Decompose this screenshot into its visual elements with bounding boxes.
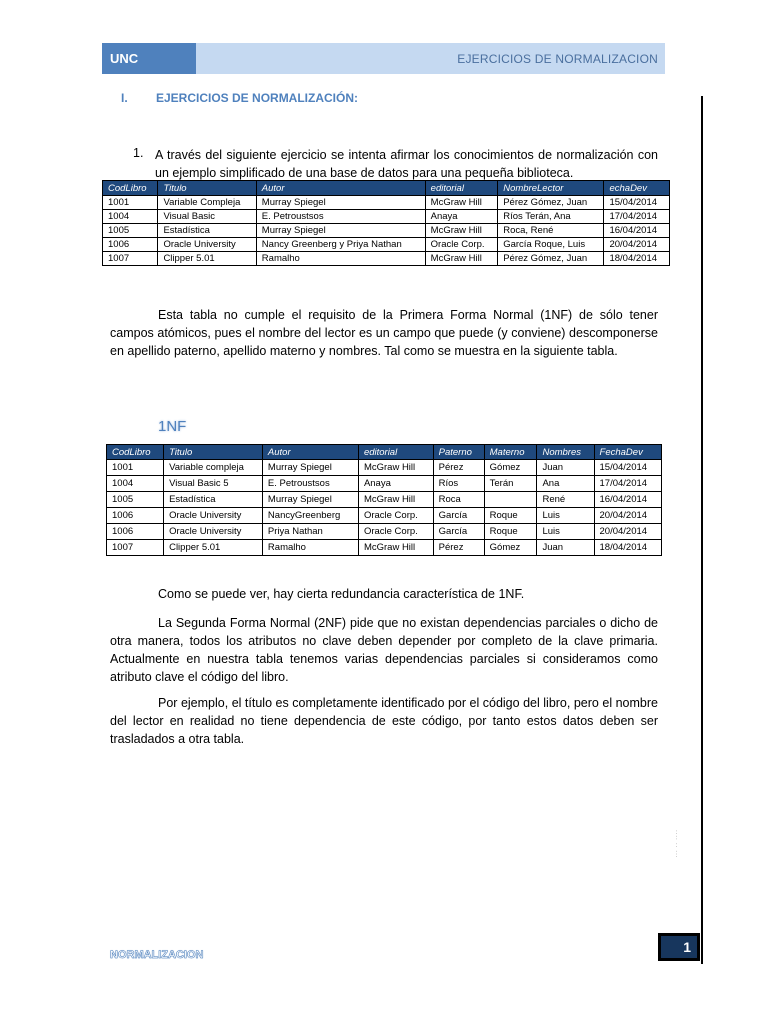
table-cell: Oracle Corp. [358,508,433,524]
paragraph-1nf-explanation: Esta tabla no cumple el requisito de la Primera Forma Normal (1NF) de sólo tener campos atómicos, pues el nombre del lector es un campo que puede (y conviene) descomponerse en apellido paterno, apellido materno y nombres. Tal como se muestra en la siguiente tabla. [110,308,658,358]
page-number: 1 [683,939,691,955]
table-cell: Juan [537,540,594,556]
column-header: Titulo [158,181,256,196]
table-cell: 18/04/2014 [604,252,670,266]
table-cell: 16/04/2014 [604,224,670,238]
table-row [107,540,662,556]
table-cell: Roca [433,492,484,508]
column-header: CodLibro [103,181,158,196]
column-header: editorial [358,445,433,460]
section-title-text: EJERCICIOS DE NORMALIZACIÓN: [156,91,359,105]
table-cell: Roque [484,508,537,524]
table-cell: 1007 [103,252,158,266]
table-header-row [107,445,662,460]
table-cell: Roque [484,524,537,540]
table-cell: Pérez [433,460,484,476]
table-cell: Pérez Gómez, Juan [498,252,604,266]
table-cell: Clipper 5.01 [164,540,263,556]
table-cell: Oracle University [164,508,263,524]
column-header: Autor [262,445,358,460]
table-cell: Oracle University [158,238,256,252]
paragraph-redundancy: Como se puede ver, hay cierta redundancia característica de 1NF. [158,587,525,601]
paragraph-example: Por ejemplo, el título es completamente identificado por el código del libro, pero el nombre del lector en realidad no tiene dependencia de este código, por tanto estos datos deben ser trasladados a otra tabla. [110,696,658,746]
table-cell: Oracle Corp. [425,238,498,252]
table-cell: Juan [537,460,594,476]
table-cell: Variable compleja [164,460,263,476]
table-cell: McGraw Hill [425,224,498,238]
table-cell: 1006 [107,508,164,524]
margin-faint-text: ··· ·· ···· [672,829,681,858]
table-cell: Visual Basic [158,210,256,224]
table-cell: Estadística [164,492,263,508]
table-cell: Ana [537,476,594,492]
table-cell: E. Petroustsos [256,210,425,224]
table-cell: 20/04/2014 [594,524,661,540]
table-row [103,224,670,238]
column-header: Titulo [164,445,263,460]
table-cell: Clipper 5.01 [158,252,256,266]
section-title [121,91,358,105]
table-cell: Anaya [425,210,498,224]
table-cell: Roca, René [498,224,604,238]
table-cell: 1005 [103,224,158,238]
table-cell: García [433,524,484,540]
section-number: I. [121,91,128,105]
table-cell: E. Petroustsos [262,476,358,492]
table-cell: Pérez [433,540,484,556]
table-cell: Ríos [433,476,484,492]
table-cell: Oracle University [164,524,263,540]
column-header: NombreLector [498,181,604,196]
table-cell: Variable Compleja [158,196,256,210]
column-header: FechaDev [594,445,661,460]
table-cell: McGraw Hill [425,196,498,210]
table-cell: René [537,492,594,508]
table-cell: Gómez [484,540,537,556]
table-cell: 1006 [103,238,158,252]
header-left-band [102,43,196,74]
table-cell: 15/04/2014 [594,460,661,476]
table-cell: 16/04/2014 [594,492,661,508]
table-cell: McGraw Hill [358,460,433,476]
table-cell: Gómez [484,460,537,476]
table-cell: Murray Spiegel [256,224,425,238]
table-cell: Ramalho [262,540,358,556]
table-cell: NancyGreenberg [262,508,358,524]
table-cell: Pérez Gómez, Juan [498,196,604,210]
table-row [107,460,662,476]
table-cell: García [433,508,484,524]
table-row [107,476,662,492]
table-row [103,210,670,224]
table-cell: Luis [537,524,594,540]
table-cell: Estadística [158,224,256,238]
table-row [107,524,662,540]
library-table [102,180,670,266]
table-cell: 20/04/2014 [594,508,661,524]
item-number: 1. [133,146,144,160]
1nf-label: 1NF [158,418,187,435]
table-cell: 17/04/2014 [594,476,661,492]
page-number-inner [661,936,697,958]
table-cell: 1004 [103,210,158,224]
table-cell: McGraw Hill [358,492,433,508]
table-cell: 1001 [107,460,164,476]
table-cell: Terán [484,476,537,492]
table-row [103,196,670,210]
column-header: Paterno [433,445,484,460]
table-cell: Ramalho [256,252,425,266]
table-cell: 20/04/2014 [604,238,670,252]
footer-title: NORMALIZACION [110,949,204,961]
table-cell: Visual Basic 5 [164,476,263,492]
table-cell: 1004 [107,476,164,492]
column-header: Autor [256,181,425,196]
table-cell: 15/04/2014 [604,196,670,210]
table-cell: 17/04/2014 [604,210,670,224]
table-cell: McGraw Hill [358,540,433,556]
table-cell [484,492,537,508]
table-header-row [103,181,670,196]
column-header: CodLibro [107,445,164,460]
page-number-box [658,933,700,961]
table-row [107,508,662,524]
table-cell: Anaya [358,476,433,492]
header-right-text: EJERCICIOS DE NORMALIZACION [457,52,658,66]
table-cell: Murray Spiegel [256,196,425,210]
header-right-band [196,43,665,74]
table-row [103,238,670,252]
column-header: editorial [425,181,498,196]
table-cell: 1006 [107,524,164,540]
table-cell: 1001 [103,196,158,210]
right-margin-rule [701,96,703,964]
table-cell: Nancy Greenberg y Priya Nathan [256,238,425,252]
table-cell: 18/04/2014 [594,540,661,556]
table-cell: Murray Spiegel [262,492,358,508]
table-row [107,492,662,508]
table-cell: 1005 [107,492,164,508]
table-cell: 1007 [107,540,164,556]
column-header: Nombres [537,445,594,460]
table-cell: Oracle Corp. [358,524,433,540]
table-cell: Murray Spiegel [262,460,358,476]
table-cell: Luis [537,508,594,524]
header-left-text: UNC [110,51,139,66]
item-text: A través del siguiente ejercicio se intenta afirmar los conocimientos de normalización con un ejemplo simplificado de una base de datos para una pequeña biblioteca. [155,148,658,180]
table-cell: García Roque, Luis [498,238,604,252]
column-header: Materno [484,445,537,460]
table-cell: Ríos Terán, Ana [498,210,604,224]
paragraph-2nf: La Segunda Forma Normal (2NF) pide que no existan dependencias parciales o dicho de otra manera, todos los atributos no clave deben depender por completo de la clave primaria. Actualmente en nuestra tabla tenemos varias dependencias parciales si consideramos como atributo clave el código del libro. [110,616,658,684]
table-cell: Priya Nathan [262,524,358,540]
1nf-table [106,444,662,556]
column-header: echaDev [604,181,670,196]
table-row [103,252,670,266]
table-cell: McGraw Hill [425,252,498,266]
